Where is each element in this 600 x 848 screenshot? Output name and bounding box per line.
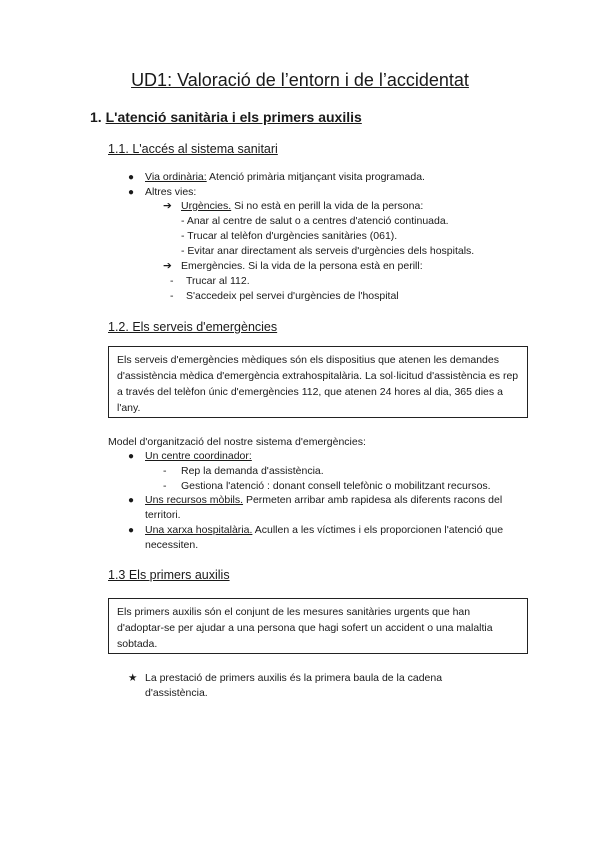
via-label: Via ordinària: <box>145 171 207 183</box>
star-note-continued: d'assistència. <box>145 687 208 699</box>
recursos-text: Permeten arribar amb rapidesa als diferents racons del <box>243 494 503 506</box>
definition-box-emergencies: Els serveis d'emergències mèdiques són els dispositius que atenen les demandes d'assistència mèdica d'emergència extrahospitalària. La sol·licitud d'assistència es rep a través del telèfon únic d'emergències 112, que atenen 24 hores al dia, 365 dies a l'any. <box>108 346 528 418</box>
subsection-heading-1-3: 1.3 Els primers auxilis <box>108 568 230 582</box>
xarxa-text: Acullen a les víctimes i els proporcionen l'atenció que <box>252 524 504 536</box>
subsection-heading-1-2: 1.2. Els serveis d'emergències <box>108 320 278 334</box>
dash-icon: - <box>163 465 167 477</box>
section-heading <box>90 109 362 125</box>
emergencies-sub-item: Trucar al 112. <box>186 275 250 287</box>
list-item-recursos-mobils <box>145 494 502 506</box>
emergencies-sub-item: S'accedeix pel servei d'urgències de l'hospital <box>186 290 399 302</box>
star-icon: ★ <box>128 672 138 684</box>
urgencies-sub-item: - Evitar anar directament als serveis d'urgències dels hospitals. <box>181 245 475 257</box>
model-intro: Model d'organització del nostre sistema d'emergències: <box>108 436 366 448</box>
xarxa-text-continued: necessiten. <box>145 539 199 551</box>
bullet-icon: ● <box>128 172 135 183</box>
page-title: UD1: Valoració de l’entorn i de l’accidentat <box>131 70 469 90</box>
subsection-heading-1-1: 1.1. L'accés al sistema sanitari <box>108 142 278 156</box>
bullet-icon: ● <box>128 187 135 198</box>
arrow-icon: ➔ <box>163 260 172 272</box>
list-item-altres-vies: Altres vies: <box>145 186 197 198</box>
list-item-urgencies <box>181 200 423 212</box>
list-item-xarxa-hospitalaria <box>145 524 503 536</box>
arrow-icon: ➔ <box>163 200 172 212</box>
section-label: L'atenció sanitària i els primers auxilis <box>105 109 362 125</box>
section-number: 1. <box>90 109 102 125</box>
list-item-via-ordinaria <box>145 171 425 183</box>
recursos-text-continued: territori. <box>145 509 181 521</box>
urgencies-label: Urgències. <box>181 200 232 212</box>
list-item-emergencies: Emergències. Si la vida de la persona està en perill: <box>181 260 423 272</box>
definition-box-primers-auxilis: Els primers auxilis són el conjunt de les mesures sanitàries urgents que han d'adoptar-se per ajudar a una persona que hagi sofert un accident o una malaltia sobtada. <box>108 598 528 654</box>
dash-icon: - <box>170 275 174 287</box>
urgencies-text: Si no està en perill la vida de la persona: <box>231 200 424 212</box>
bullet-icon: ● <box>128 451 135 462</box>
centre-sub-item: Rep la demanda d'assistència. <box>181 465 324 477</box>
star-note: La prestació de primers auxilis és la primera baula de la cadena <box>145 672 443 684</box>
list-item-centre-coordinador: Un centre coordinador: <box>145 450 252 462</box>
bullet-icon: ● <box>128 495 135 506</box>
dash-icon: - <box>170 290 174 302</box>
xarxa-label: Una xarxa hospitalària. <box>145 524 253 536</box>
urgencies-sub-item: - Anar al centre de salut o a centres d'atenció continuada. <box>181 215 449 227</box>
centre-sub-item: Gestiona l'atenció : donant consell telefònic o mobilitzant recursos. <box>181 480 491 492</box>
urgencies-sub-item: - Trucar al telèfon d'urgències sanitàries (061). <box>181 230 398 242</box>
via-text: Atenció primària mitjançant visita programada. <box>206 171 425 183</box>
dash-icon: - <box>163 480 167 492</box>
bullet-icon: ● <box>128 525 135 536</box>
recursos-label: Uns recursos mòbils. <box>145 494 244 506</box>
